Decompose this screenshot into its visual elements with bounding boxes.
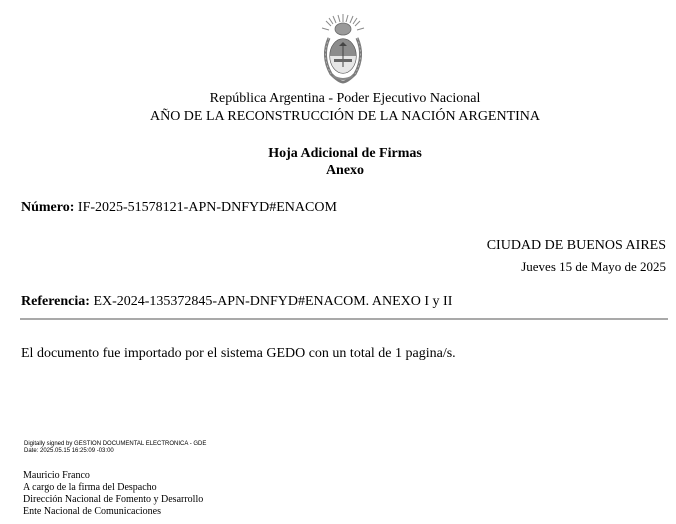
body-text: El documento fue importado por el sistema GEDO con un total de 1 pagina/s. bbox=[21, 346, 456, 361]
digital-signature-date: Date: 2025.05.15 16:25:09 -03:00 bbox=[24, 448, 114, 454]
signer-block bbox=[23, 470, 203, 518]
header-government: República Argentina - Poder Ejecutivo Nacional bbox=[209, 91, 481, 106]
digital-signature-stamp bbox=[24, 441, 206, 455]
divider bbox=[20, 318, 668, 320]
numero-label: Número: bbox=[21, 200, 75, 215]
coat-of-arms-icon bbox=[319, 12, 367, 84]
document-subtitle: Anexo bbox=[325, 163, 365, 178]
referencia-row bbox=[21, 294, 452, 310]
date: Jueves 15 de Mayo de 2025 bbox=[521, 259, 666, 274]
signer-name: Mauricio Franco bbox=[23, 470, 90, 481]
signer-department: Dirección Nacional de Fomento y Desarrollo bbox=[23, 494, 204, 505]
referencia-label: Referencia: bbox=[21, 294, 90, 309]
signer-role: A cargo de la firma del Despacho bbox=[23, 482, 157, 493]
signer-entity: Ente Nacional de Comunicaciones bbox=[23, 506, 162, 517]
document-title: Hoja Adicional de Firmas bbox=[268, 146, 422, 161]
digital-signature-signer: Digitally signed by GESTION DOCUMENTAL ELECTRONICA - GDE bbox=[24, 441, 207, 447]
numero-value: IF-2025-51578121-APN-DNFYD#ENACOM bbox=[77, 200, 337, 215]
numero-row bbox=[21, 200, 337, 216]
referencia-value: EX-2024-135372845-APN-DNFYD#ENACOM. ANEXO I y II bbox=[93, 294, 453, 309]
city: CIUDAD DE BUENOS AIRES bbox=[486, 238, 666, 253]
header-year-motto: AÑO DE LA RECONSTRUCCIÓN DE LA NACIÓN ARGENTINA bbox=[149, 109, 541, 124]
